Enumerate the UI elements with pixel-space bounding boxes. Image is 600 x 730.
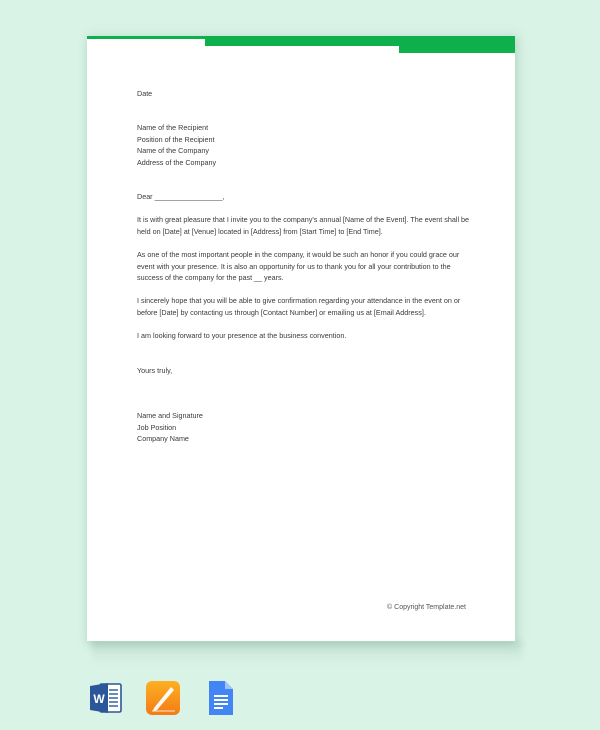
copyright-text: © Copyright Template.net: [387, 604, 466, 611]
signature-name: Name and Signature: [137, 411, 203, 421]
header-accent-bar-step: [399, 36, 515, 53]
recipient-address: Address of the Company: [137, 157, 217, 167]
page-shadow: [92, 640, 522, 662]
closing: Yours truly,: [137, 365, 173, 375]
paragraph-honor: As one of the most important people in the company, it would be such an honor if you could grace our event with your presence. It is also an opportunity for us to thank you for all your contribution to the success of the company for the past __ years.: [137, 250, 460, 283]
salutation: Dear _________________,: [137, 192, 225, 202]
svg-text:W: W: [93, 692, 105, 706]
signature-position: Job Position: [137, 422, 177, 432]
signature-company: Company Name: [137, 433, 189, 443]
paragraph-confirmation: I sincerely hope that you will be able to give confirmation regarding your attendance in the event on or before [Date] by contacting us through [Contact Number] or emailing us at [Email Address].: [137, 296, 461, 317]
app-icons: [88, 680, 238, 716]
paragraph-closing-remark: I am looking forward to your presence at the business convention.: [137, 331, 347, 341]
microsoft-word-icon[interactable]: [88, 680, 124, 716]
letter-date: Date: [137, 89, 153, 98]
letter-body: [137, 88, 477, 444]
recipient-company: Name of the Company: [137, 146, 209, 156]
recipient-name: Name of the Recipient: [137, 123, 209, 133]
recipient-position: Position of the Recipient: [137, 134, 215, 144]
paragraph-invitation: It is with great pleasure that I invite you to the company's annual [Name of the Event]. The event shall be held on [Date] at [Venue] located in [Address] from [Start Time] to [End Time].: [137, 215, 470, 236]
google-docs-icon[interactable]: [202, 680, 238, 716]
document-page: [87, 36, 515, 641]
apple-pages-icon[interactable]: [145, 680, 181, 716]
